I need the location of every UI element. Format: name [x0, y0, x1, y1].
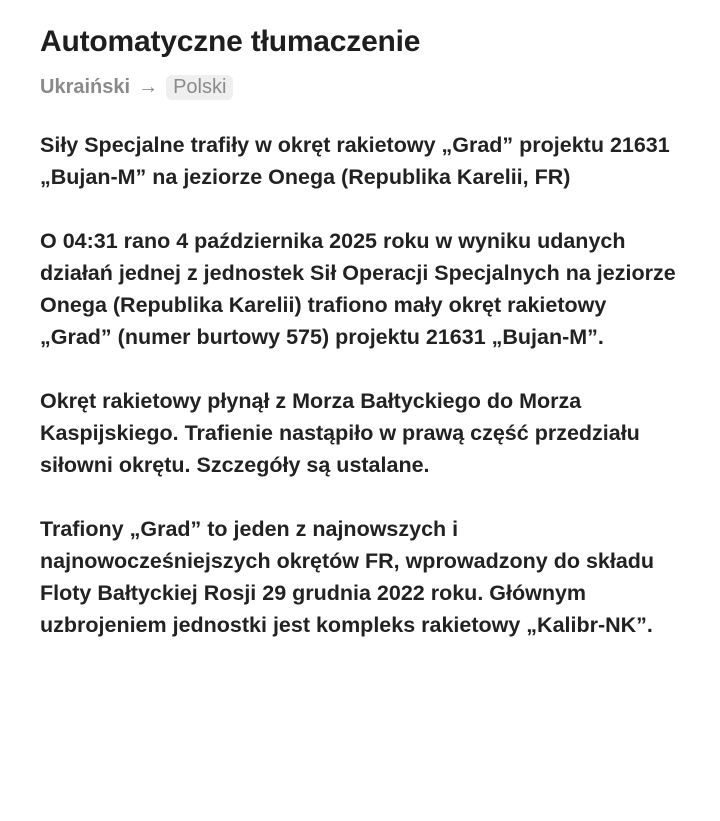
arrow-right-icon: →	[138, 75, 159, 98]
page-title: Automatyczne tłumaczenie	[40, 25, 421, 58]
paragraph: Trafiony „Grad” to jeden z najnowszych i najnowocześniejszych okrętów FR, wprowadzony do składu Floty Bałtyckiej Rosji 29 grudnia 2022 roku. Głównym uzbrojeniem jednostki jest kompleks rakietowy „Kalibr-NK”.	[40, 517, 655, 637]
target-language-button[interactable]: Polski	[166, 75, 233, 100]
paragraph: Okręt rakietowy płynął z Morza Bałtyckiego do Morza Kaspijskiego. Trafienie nastąpiło w prawą część przedziału siłowni okrętu. Szczegóły są ustalane.	[40, 389, 640, 477]
paragraph: Siły Specjalne trafiły w okręt rakietowy „Grad” projektu 21631 „Bujan-M” na jeziorze Onega (Republika Karelii, FR)	[40, 133, 670, 189]
source-language: Ukraiński	[40, 75, 131, 98]
language-indicator	[40, 72, 680, 102]
translated-text	[40, 129, 680, 641]
paragraph: O 04:31 rano 4 października 2025 roku w wyniku udanych działań jednej z jednostek Sił Operacji Specjalnych na jeziorze Onega (Republika Karelii) trafiono mały okręt rakietowy „Grad” (numer burtowy 575) projektu 21631 „Bujan-M”.	[40, 229, 676, 349]
